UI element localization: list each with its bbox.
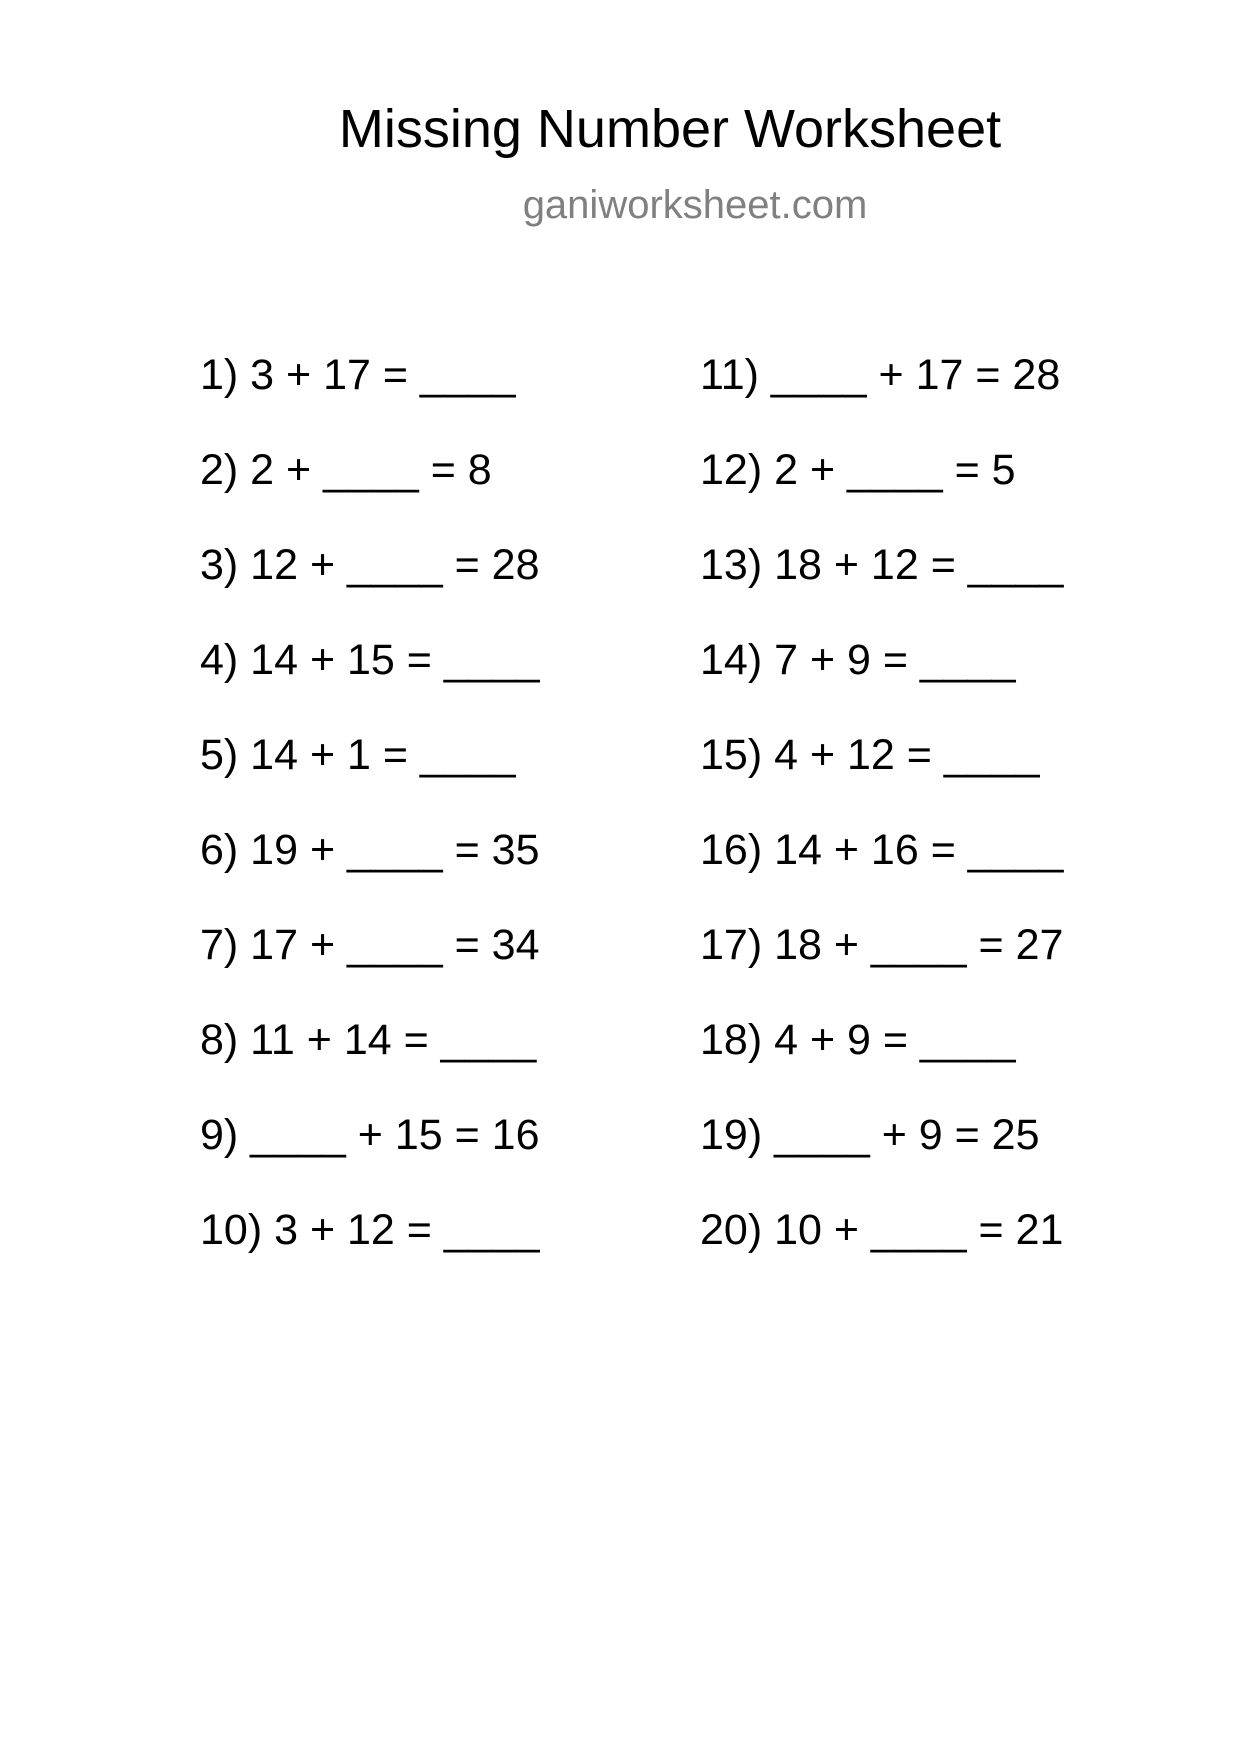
problem-13: 13) 18 + 12 = ____ bbox=[700, 541, 1064, 589]
problems-column-right bbox=[700, 348, 1063, 1298]
problem-20: 20) 10 + ____ = 21 bbox=[700, 1206, 1064, 1254]
problems-column-left bbox=[200, 348, 540, 1298]
problem-3: 3) 12 + ____ = 28 bbox=[200, 541, 540, 589]
worksheet-title: Missing Number Worksheet bbox=[338, 99, 1002, 159]
problem-11: 11) ____ + 17 = 28 bbox=[700, 351, 1061, 399]
problem-15: 15) 4 + 12 = ____ bbox=[700, 731, 1040, 779]
problem-5: 5) 14 + 1 = ____ bbox=[200, 731, 516, 779]
problem-19: 19) ____ + 9 = 25 bbox=[700, 1111, 1040, 1159]
problem-10: 10) 3 + 12 = ____ bbox=[200, 1206, 540, 1254]
problem-9: 9) ____ + 15 = 16 bbox=[200, 1111, 540, 1159]
problem-1: 1) 3 + 17 = ____ bbox=[200, 351, 516, 399]
problem-12: 12) 2 + ____ = 5 bbox=[700, 446, 1016, 494]
website-label: ganiworksheet.com bbox=[522, 183, 868, 227]
problem-17: 17) 18 + ____ = 27 bbox=[700, 921, 1064, 969]
problem-8: 8) 11 + 14 = ____ bbox=[200, 1016, 537, 1064]
problem-2: 2) 2 + ____ = 8 bbox=[200, 446, 492, 494]
problem-4: 4) 14 + 15 = ____ bbox=[200, 636, 540, 684]
problem-16: 16) 14 + 16 = ____ bbox=[700, 826, 1064, 874]
problem-6: 6) 19 + ____ = 35 bbox=[200, 826, 540, 874]
problem-7: 7) 17 + ____ = 34 bbox=[200, 921, 540, 969]
problem-18: 18) 4 + 9 = ____ bbox=[700, 1016, 1016, 1064]
problem-14: 14) 7 + 9 = ____ bbox=[700, 636, 1016, 684]
